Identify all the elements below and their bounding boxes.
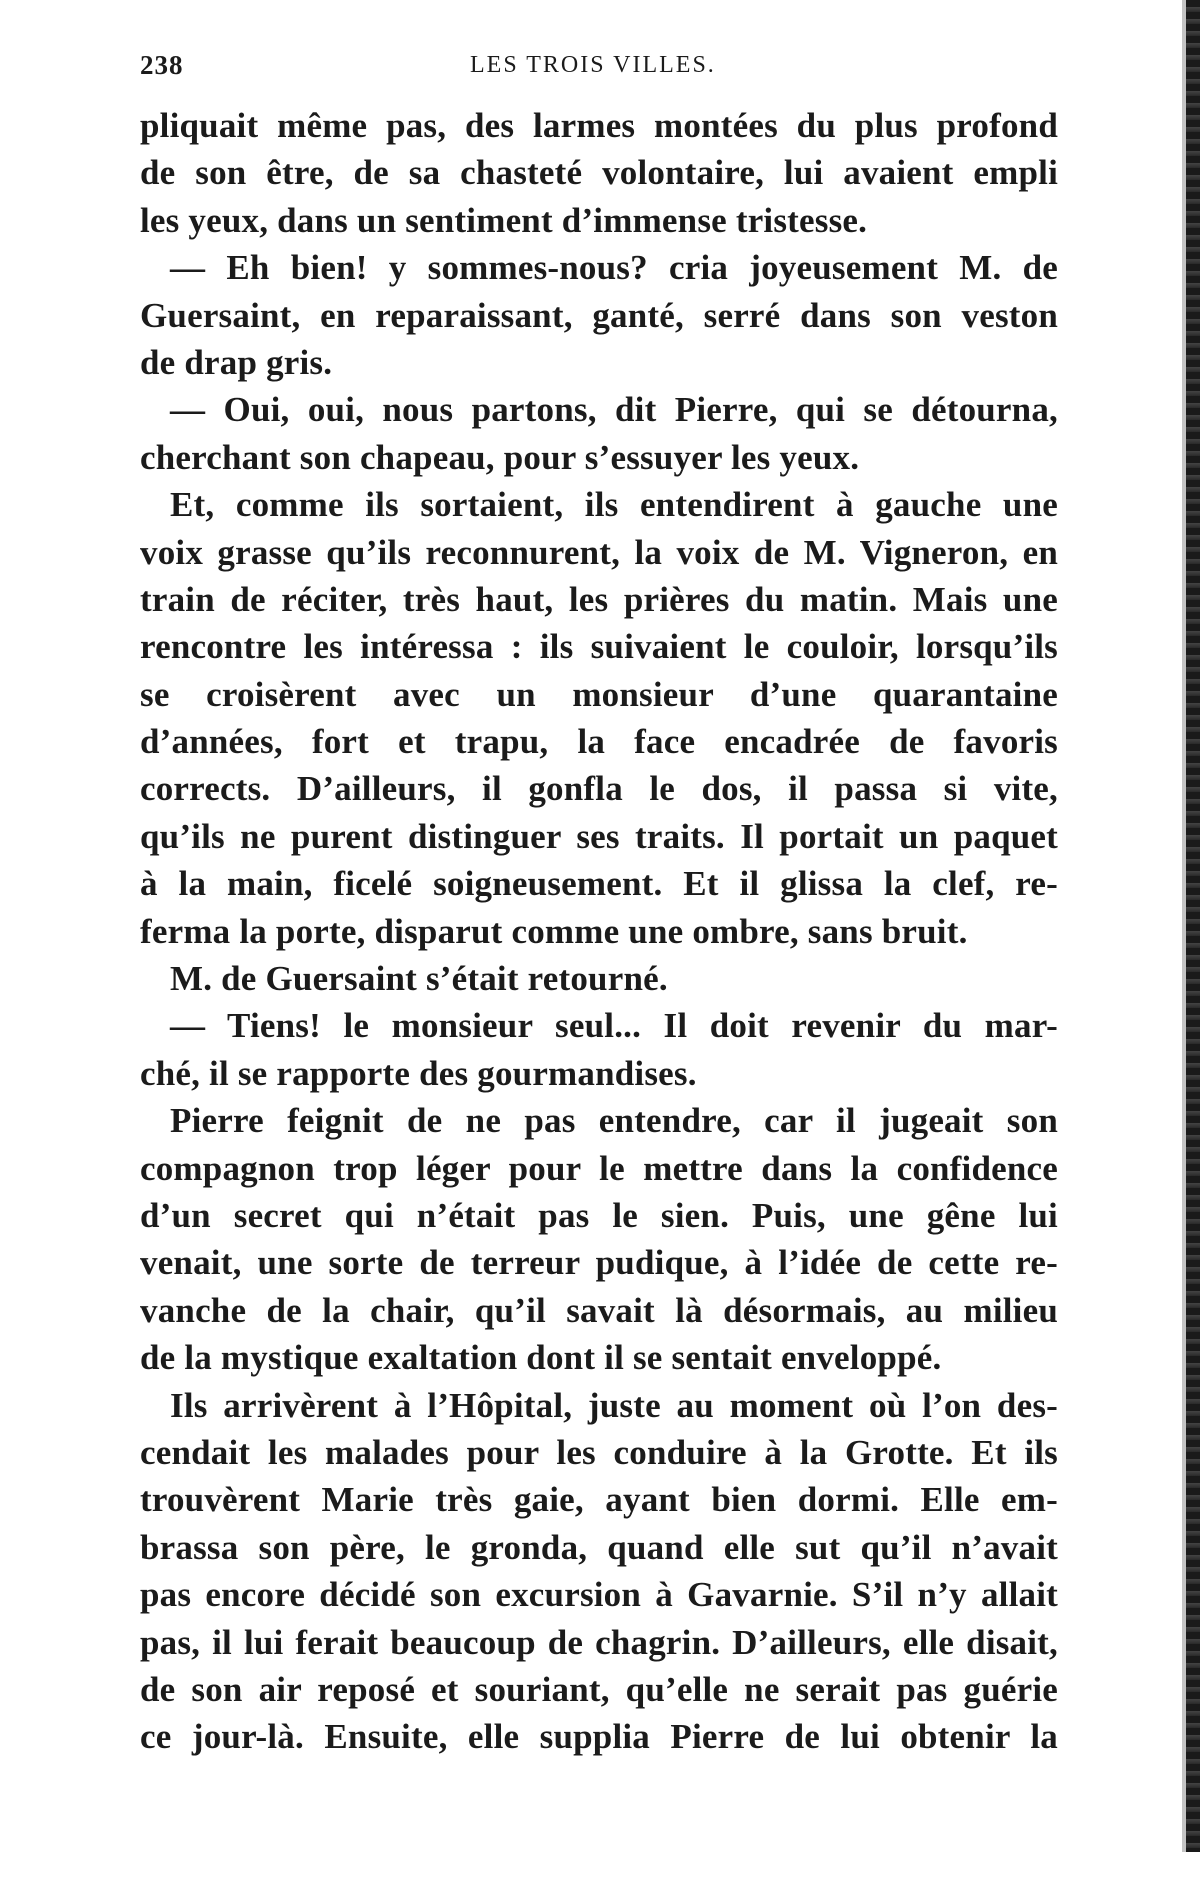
text-line: Pierre feignit de ne pas entendre, car il jugeait son <box>170 1101 1058 1141</box>
text-line: voix grasse qu’ils reconnurent, la voix de M. Vigneron, en <box>140 532 1058 572</box>
text-line: de drap gris. <box>140 342 333 382</box>
text-line: cherchant son chapeau, pour s’essuyer les yeux. <box>140 437 860 477</box>
text-line: pas, il lui ferait beaucoup de chagrin. D’ailleurs, elle disait, <box>140 1622 1058 1662</box>
text-line: de son air reposé et souriant, qu’elle ne serait pas guérie <box>140 1669 1058 1709</box>
text-line: rencontre les intéressa : ils suivaient le couloir, lorsqu’ils <box>140 627 1058 667</box>
text-line: de la mystique exaltation dont il se sentait enveloppé. <box>140 1338 942 1378</box>
page-header <box>140 50 1060 90</box>
text-line: M. de Guersaint s’était retourné. <box>170 959 668 999</box>
text-line: compagnon trop léger pour le mettre dans la confidence <box>140 1148 1058 1188</box>
text-line: — Eh bien! y sommes-nous? cria joyeusement M. de <box>170 248 1058 288</box>
body-text <box>140 102 1058 1761</box>
text-line: trouvèrent Marie très gaie, ayant bien dormi. Elle em- <box>140 1480 1058 1520</box>
text-line: venait, une sorte de terreur pudique, à l’idée de cette re- <box>140 1243 1058 1283</box>
text-line: les yeux, dans un sentiment d’immense tristesse. <box>140 200 868 240</box>
text-line: Et, comme ils sortaient, ils entendirent à gauche une <box>170 485 1058 525</box>
text-line: — Tiens! le monsieur seul... Il doit revenir du mar- <box>170 1006 1058 1046</box>
running-title: LES TROIS VILLES. <box>470 52 716 78</box>
text-line: d’un secret qui n’était pas le sien. Puis, une gêne lui <box>140 1195 1058 1235</box>
text-line: pliquait même pas, des larmes montées du plus profond <box>140 106 1058 145</box>
text-line: pas encore décidé son excursion à Gavarnie. S’il n’y allait <box>140 1575 1058 1615</box>
text-line: — Oui, oui, nous partons, dit Pierre, qui se détourna, <box>170 390 1058 430</box>
text-line: ché, il se rapporte des gourmandises. <box>140 1053 697 1093</box>
book-spine-edge <box>1186 0 1200 1852</box>
text-line: cendait les malades pour les conduire à la Grotte. Et ils <box>140 1432 1058 1472</box>
text-line: ce jour-là. Ensuite, elle supplia Pierre de lui obtenir la <box>140 1717 1058 1757</box>
text-line: d’années, fort et trapu, la face encadrée de favoris <box>140 722 1058 762</box>
text-line: qu’ils ne purent distinguer ses traits. Il portait un paquet <box>140 816 1058 856</box>
text-line: vanche de la chair, qu’il savait là désormais, au milieu <box>140 1290 1058 1330</box>
page-number: 238 <box>140 50 184 80</box>
text-line: ferma la porte, disparut comme une ombre, sans bruit. <box>140 911 968 951</box>
text-line: train de réciter, très haut, les prières du matin. Mais une <box>140 579 1058 619</box>
text-line: Guersaint, en reparaissant, ganté, serré dans son veston <box>140 295 1058 335</box>
text-line: de son être, de sa chasteté volontaire, lui avaient empli <box>140 153 1058 193</box>
text-line: brassa son père, le gronda, quand elle sut qu’il n’avait <box>140 1527 1058 1567</box>
text-line: à la main, ficelé soigneusement. Et il glissa la clef, re- <box>140 864 1058 904</box>
text-line: Ils arrivèrent à l’Hôpital, juste au moment où l’on des- <box>170 1385 1058 1425</box>
text-line: corrects. D’ailleurs, il gonfla le dos, il passa si vite, <box>140 769 1058 809</box>
text-line: se croisèrent avec un monsieur d’une quarantaine <box>140 674 1058 714</box>
